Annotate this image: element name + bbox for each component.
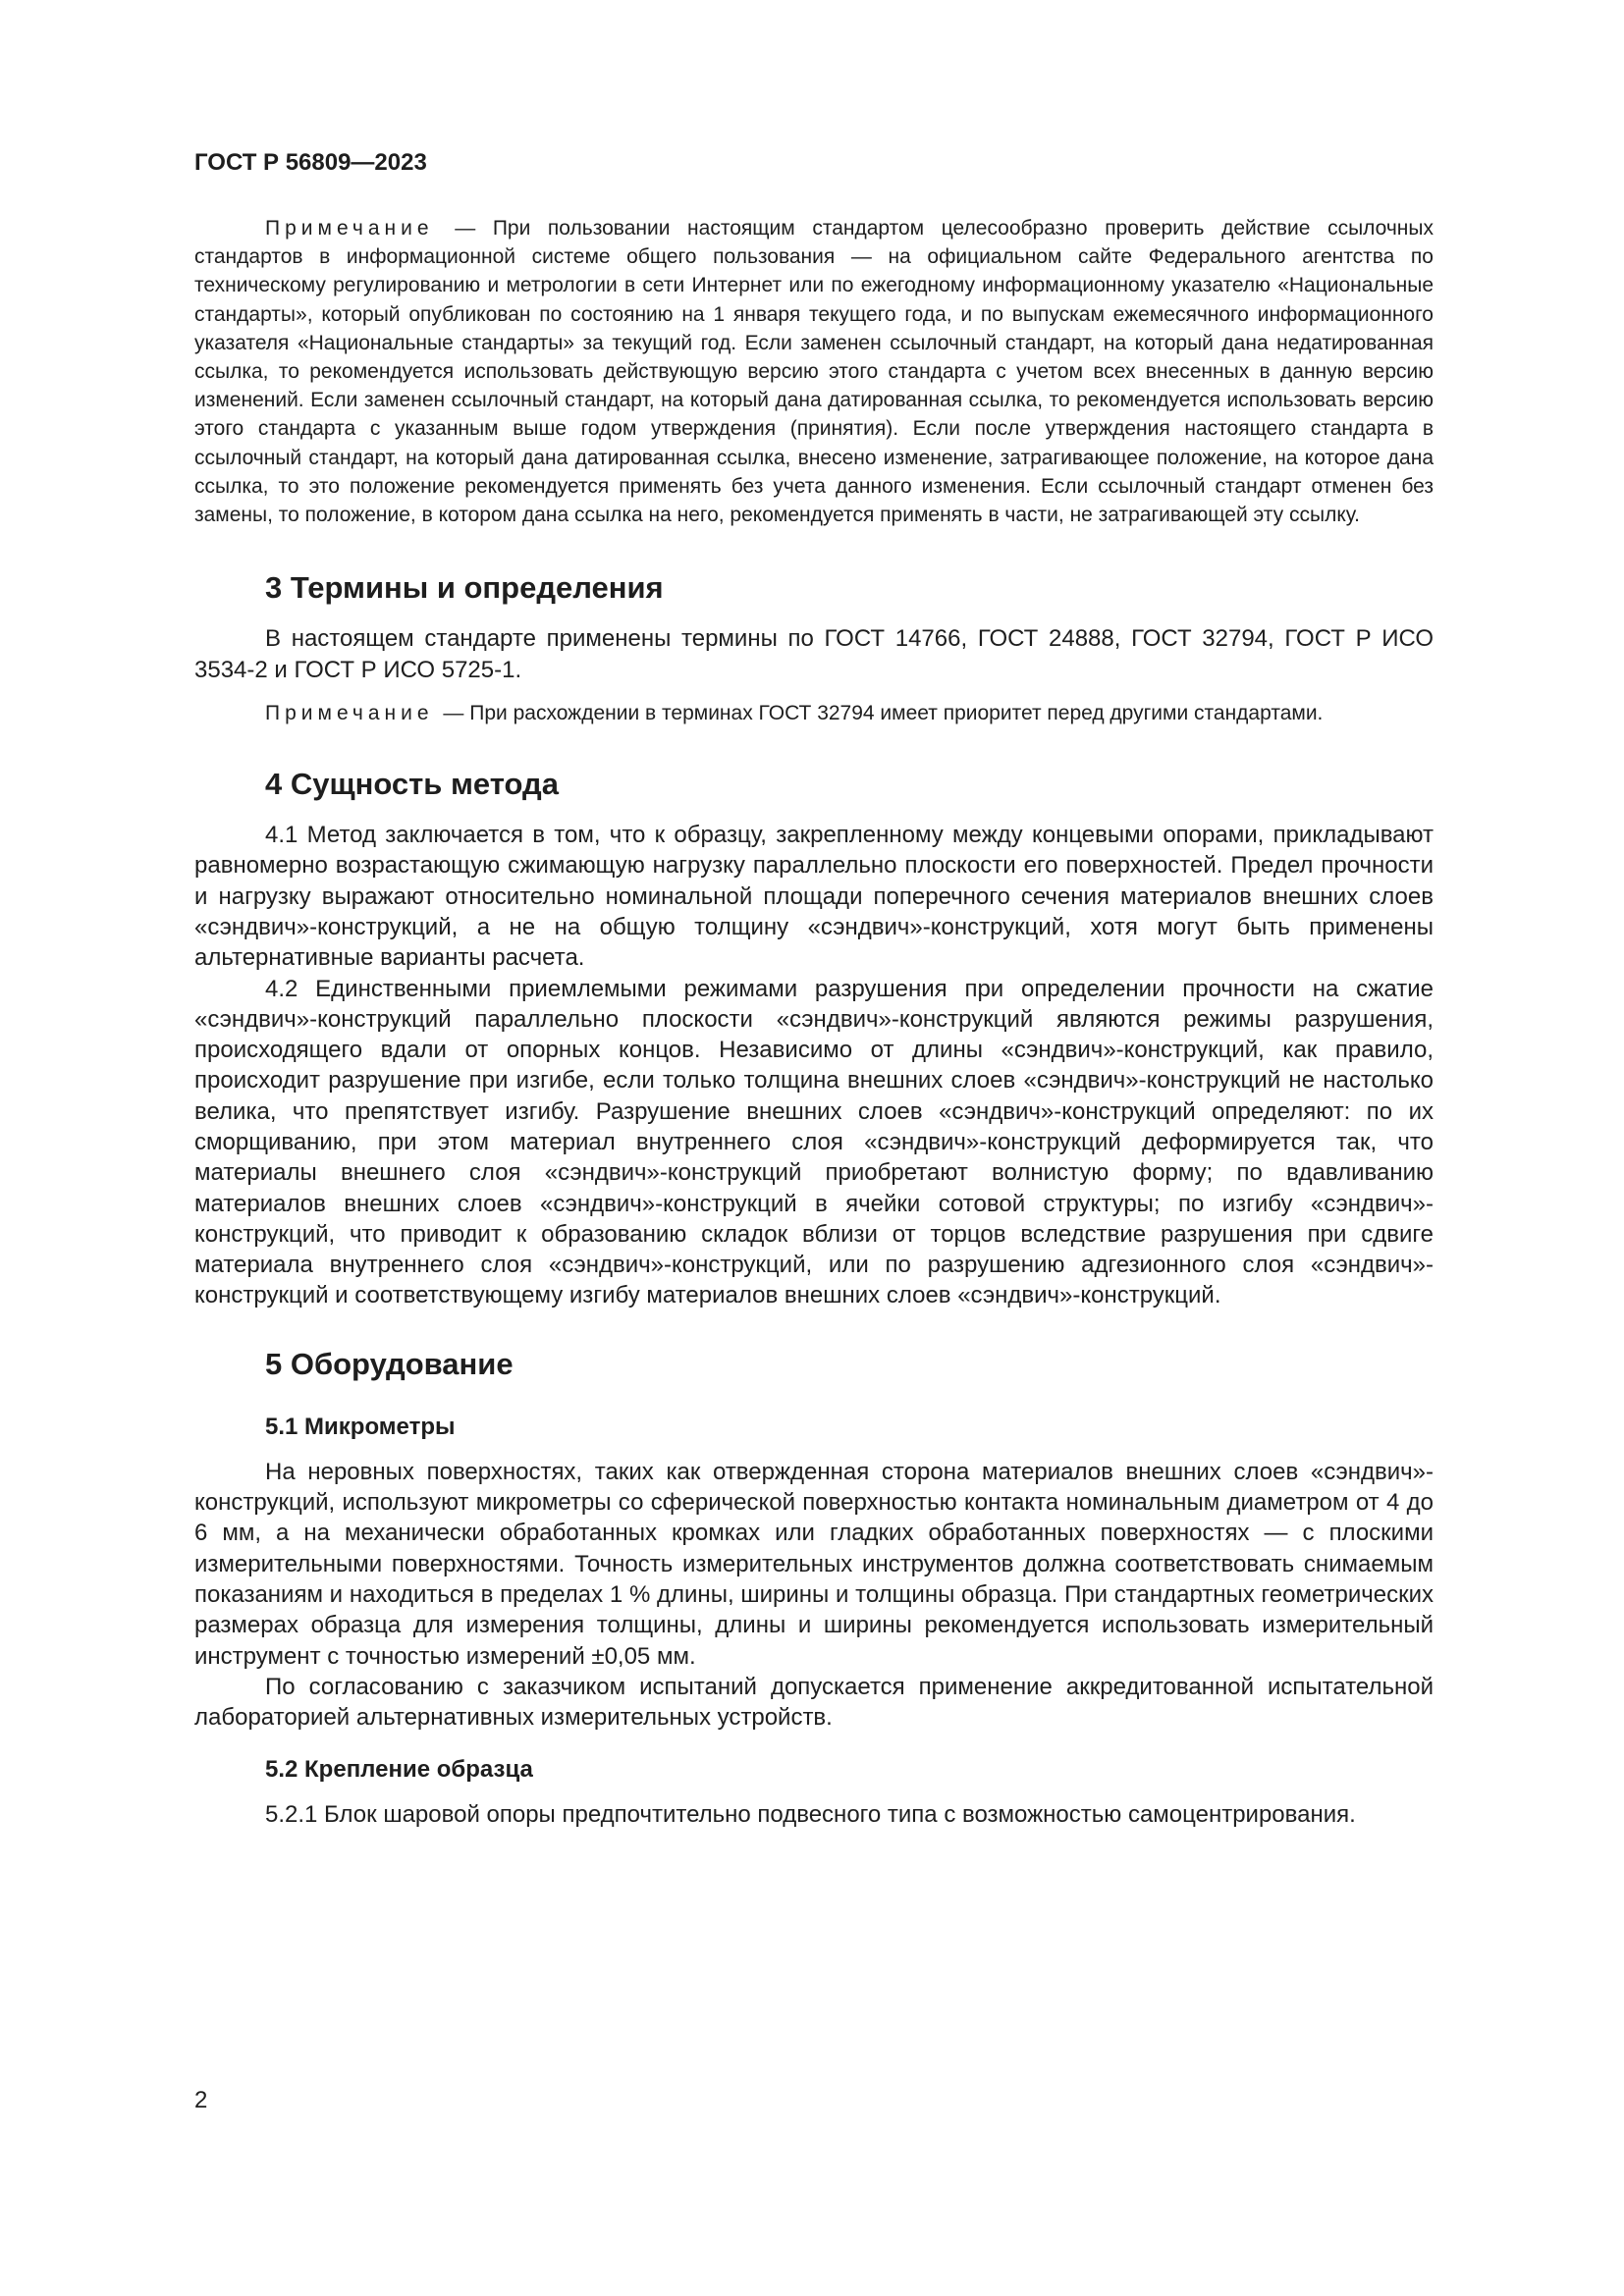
section-5-1-heading: 5.1 Микрометры: [265, 1413, 456, 1440]
section-5-1-paragraph-2: По согласованию с заказчиком испытаний допускается применение аккредитованной испытательной лабораторией альтернативных измерительных устройств.: [194, 1673, 1434, 1732]
note-text: При расхождении в терминах ГОСТ 32794 имеет приоритет перед другими стандартами.: [469, 701, 1324, 724]
page-number: 2: [194, 2087, 208, 2113]
section-4-1-paragraph: 4.1 Метод заключается в том, что к образцу, закрепленному между концевыми опорами, прикладывают равномерно возрастающую сжимающую нагрузку параллельно плоскости его поверхностей. Предел прочности и нагрузку выражают относительно номинальной площади поперечного сечения материалов внешних слоев «сэндвич»-конструкций, а не на общую толщину «сэндвич»-конструкций, хотя могут быть применены альтернативные варианты расчета.: [194, 822, 1434, 972]
section-5-2-heading: 5.2 Крепление образца: [265, 1756, 533, 1784]
section-5-1-paragraph-1: На неровных поверхностях, таких как отвержденная сторона материалов внешних слоев «сэндвич»-конструкций, используют микрометры со сферической поверхностью контакта номинальным диаметром от 4 до 6 мм, а на механически обработанных кромках или гладких обработанных поверхностях — с плоскими измерительными поверхностями. Точность измерительных инструментов должна соответствовать снимаемым показаниям и находиться в пределах 1 % длины, ширины и толщины образца. При стандартных геометрических размерах образца для измерения толщины, длины и ширины рекомендуется использовать измерительный инструмент с точностью измерений ±0,05 мм.: [194, 1458, 1434, 1670]
section-3-heading: 3 Термины и определения: [265, 570, 664, 606]
note-dash: —: [455, 217, 476, 240]
note-dash: —: [443, 701, 464, 724]
section-5-heading: 5 Оборудование: [265, 1346, 514, 1381]
document-header: ГОСТ Р 56809—2023: [194, 149, 427, 176]
note-label: Примечание: [265, 217, 434, 240]
note-label: Примечание: [265, 701, 434, 724]
note-terms: [194, 699, 1434, 727]
document-page: [194, 147, 1434, 1831]
section-5-2-1-paragraph: 5.2.1 Блок шаровой опоры предпочтительно подвесного типа с возможностью самоцентрирования.: [265, 1801, 1356, 1829]
note-text: При пользовании настоящим стандартом целесообразно проверить действие ссылочных стандартов в информационной системе общего пользования — на официальном сайте Федерального агентства по техническому регулированию и метрологии в сети Интернет или по ежегодному информационному указателю «Национальные стандарты», который опубликован по состоянию на 1 января текущего года, и по выпускам ежемесячного информационного указателя «Национальные стандарты» за текущий год. Если заменен ссылочный стандарт, на который дана недатированная ссылка, то рекомендуется использовать действующую версию этого стандарта с учетом всех внесенных в данную версию изменений. Если заменен ссылочный стандарт, на который дана датированная ссылка, то рекомендуется использовать версию этого стандарта с указанным выше годом утверждения (принятия). Если после утверждения настоящего стандарта в ссылочный стандарт, на который дана датированная ссылка, внесено изменение, затрагивающее положение, на которое дана ссылка, то это положение рекомендуется применять без учета данного изменения. Если ссылочный стандарт отменен без замены, то положение, в котором дана ссылка на него, рекомендуется применять в части, не затрагивающей эту ссылку.: [194, 217, 1435, 527]
note-references: [194, 214, 1434, 529]
section-3-paragraph: В настоящем стандарте применены термины по ГОСТ 14766, ГОСТ 24888, ГОСТ 32794, ГОСТ Р ИСО 3534-2 и ГОСТ Р ИСО 5725-1.: [194, 625, 1434, 683]
section-4-2-paragraph: 4.2 Единственными приемлемыми режимами разрушения при определении прочности на сжатие «сэндвич»-конструкций параллельно плоскости «сэндвич»-конструкций являются режимы разрушения, происходящего вдали от опорных концов. Независимо от длины «сэндвич»-конструкций, как правило, происходит разрушение при изгибе, если только толщина внешних слоев «сэндвич»-конструкций не настолько велика, что препятствует изгибу. Разрушение внешних слоев «сэндвич»-конструкций определяют: по их сморщиванию, при этом материал внутреннего слоя «сэндвич»-конструкций деформируется так, что материалы внешнего слоя «сэндвич»-конструкций приобретают волнистую форму; по вдавливанию материалов внешних слоев «сэндвич»-конструкций в ячейки сотовой структуры; по изгибу «сэндвич»-конструкций, что приводит к образованию складок вблизи от торцов вследствие разрушения при сдвиге материала внутреннего слоя «сэндвич»-конструкций, или по разрушению адгезионного слоя «сэндвич»-конструкций и соответствующему изгибу материалов внешних слоев «сэндвич»-конструкций.: [194, 975, 1434, 1309]
section-4-heading: 4 Сущность метода: [265, 767, 559, 802]
